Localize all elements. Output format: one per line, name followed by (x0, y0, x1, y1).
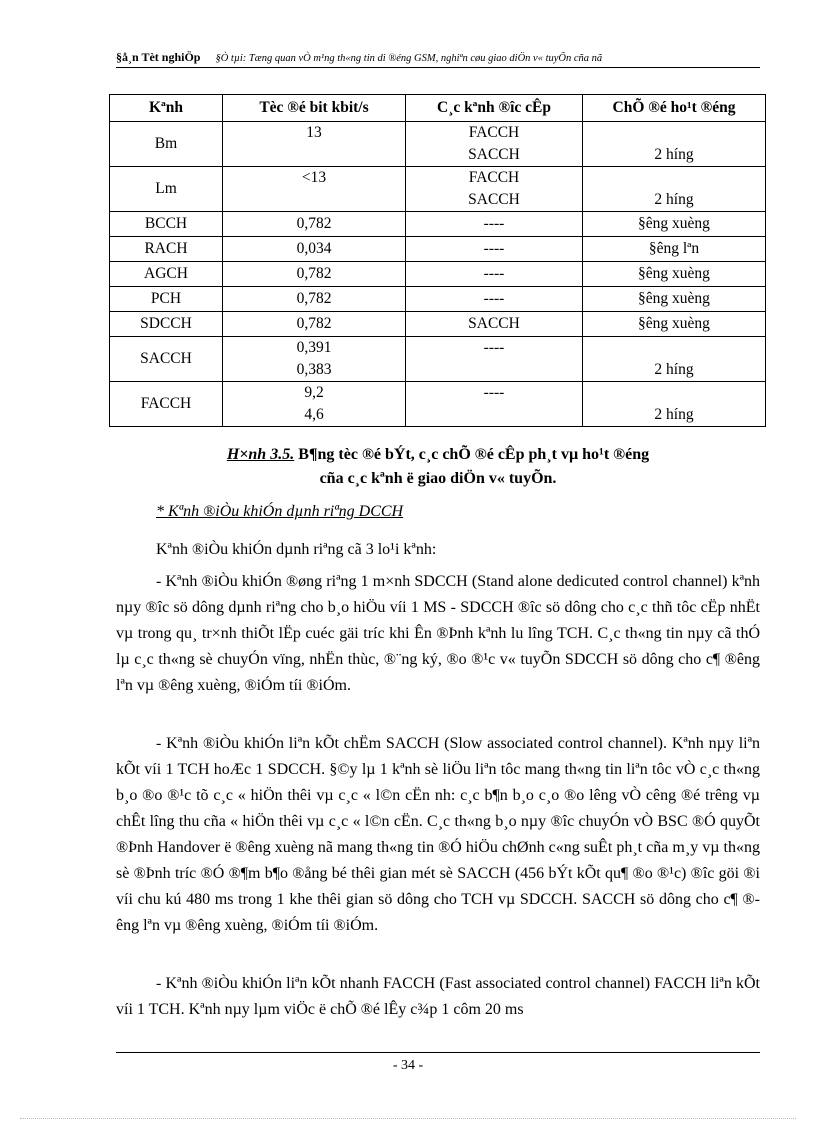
cell-channel: RACH (110, 237, 223, 262)
table-row (110, 287, 766, 312)
col-header-mode: ChÕ ®é ho¹t ®éng (583, 95, 766, 122)
cell-channel: Lm (110, 167, 223, 212)
paragraph: - Kªnh ®iÒu khiÓn liªn kÕt nhanh FACCH (Fast associated control channel) FACCH liªn kÕt víi 1 TCH. Kªnh nµy lµm viÖc ë chÕ ®é lÊy c¾p 1 côm 20 ms (116, 975, 760, 1018)
cell-mode: 2 híng (583, 122, 766, 167)
header-rule (116, 67, 760, 68)
table-row (110, 167, 766, 212)
cell-rate: 0,782 (223, 312, 406, 337)
figure-label: H×nh 3.5. (226, 446, 295, 463)
cell-rate: 9,2 4,6 (223, 382, 406, 427)
cell-mode: §êng xuèng (583, 312, 766, 337)
col-header-bitrate: Tèc ®é bit kbit/s (223, 95, 406, 122)
table-row (110, 382, 766, 427)
cell-mode: §êng lªn (583, 237, 766, 262)
cell-alloc: ---- (406, 337, 583, 382)
table-row (110, 237, 766, 262)
cell-rate: 0,782 (223, 212, 406, 237)
cell-rate: 0,034 (223, 237, 406, 262)
table-row (110, 122, 766, 167)
paragraph: Kªnh ®iÒu khiÓn dµnh riªng cã 3 lo¹i kªnh: (156, 541, 437, 558)
cell-rate: 0,782 (223, 287, 406, 312)
running-header (116, 50, 760, 65)
paragraph: - Kªnh ®iÒu khiÓn ®øng riªng 1 m×nh SDCCH (Stand alone dedicuted control channel) kªnh nµy ®îc sö dông dµnh riªng cho b¸o hiÖu víi 1 MS - SDCCH ®îc sö dông cho c¸c thñ tôc cËp nhËt vµ trong qu¸ tr×nh thiÕt lËp cuéc gäi tríc khi Ên ®Þnh kªnh lu lîng TCH. C¸c th«ng tin nµy cã thÓ lµ c¸c th«ng sè chuyÓn vïng, nhËn thùc, ®¨ng ký, ®o ®¹c v« tuyÕn SDCCH sö dông cho c¶ ®êng lªn vµ ®êng xuèng, ®iÓm tíi ®iÓm. (116, 573, 760, 694)
table-row (110, 312, 766, 337)
cell-channel: PCH (110, 287, 223, 312)
cell-channel: Bm (110, 122, 223, 167)
caption-line-1: B¶ng tèc ®é bÝt, c¸c chÕ ®é cÊp ph¸t vµ ho¹t ®éng (298, 446, 650, 463)
caption-line-2: cña c¸c kªnh ë giao diÖn v« tuyÕn. (319, 470, 557, 487)
page-number: - 34 - (392, 1058, 424, 1073)
cell-channel: SDCCH (110, 312, 223, 337)
cell-rate: <13 (223, 167, 406, 212)
header-right: §Ò tµi: Tæng quan vÒ m¹ng th«ng tin di ®éng GSM, nghiªn cøu giao diÖn v« tuyÕn cña nã (215, 53, 603, 64)
cell-alloc: ---- (406, 212, 583, 237)
cell-rate: 13 (223, 122, 406, 167)
cell-mode: 2 híng (583, 167, 766, 212)
cell-channel: AGCH (110, 262, 223, 287)
table-row (110, 262, 766, 287)
table-row (110, 212, 766, 237)
cell-alloc: ---- (406, 262, 583, 287)
header-left: §å¸n Tèt nghiÖp (116, 50, 201, 64)
col-header-channel: Kªnh (110, 95, 223, 122)
cell-alloc: ---- (406, 287, 583, 312)
cell-alloc: SACCH (406, 312, 583, 337)
cell-mode: §êng xuèng (583, 287, 766, 312)
cell-rate: 0,391 0,383 (223, 337, 406, 382)
cell-mode: 2 híng (583, 337, 766, 382)
cell-channel: SACCH (110, 337, 223, 382)
cell-mode: 2 híng (583, 382, 766, 427)
cell-alloc: ---- (406, 382, 583, 427)
paragraph: - Kªnh ®iÒu khiÓn liªn kÕt chËm SACCH (Slow associated control channel). Kªnh nµy liªn kÕt víi 1 TCH hoÆc 1 SDCCH. §©y lµ 1 kªnh sè liÖu liªn tôc mang th«ng tin liªn tôc vÒ c¸c th«ng b¸o ®o ®¹c tõ c¸c « hiÖn thêi vµ c¸c « l©n cËn nh: c¸c b¶n b¸o c¸o ®o lêng vÒ cêng ®é trêng vµ chÊt lîng thu cña « hiÖn thêi vµ c¸c « l©n cËn. C¸c th«ng b¸o nµy ®îc chuyÓn vÒ BSC ®Ó quyÕt ®Þnh Handover ë ®êng xuèng nã mang th«ng tin ®Ó hiÖu chØnh c«ng suÊt ph¸t cña m¸y vµ th«ng sè ®Þnh tríc ®Ó ®¶m b¶o ®ång bé thêi gian mét sè SACCH (456 bÝt kÕt qu¶ ®o ®¹c) ®îc göi ®i víi chu kú 480 ms trong 1 khe thêi gian sö dông cho TCH vµ SDCCH. SACCH sö dông cho c¶ ®êng lªn vµ ®êng xuèng, ®iÓm tíi ®iÓm. (116, 735, 760, 934)
channel-table (109, 94, 766, 427)
cell-rate: 0,782 (223, 262, 406, 287)
cell-alloc: FACCH SACCH (406, 167, 583, 212)
col-header-allocated: C¸c kªnh ®îc cÊp (406, 95, 583, 122)
cell-channel: BCCH (110, 212, 223, 237)
cell-channel: FACCH (110, 382, 223, 427)
footer-rule (116, 1052, 760, 1053)
section-subheading: * Kªnh ®iÒu khiÓn dµnh riªng DCCH (156, 503, 404, 520)
table-header-row (110, 95, 766, 122)
cell-alloc: FACCH SACCH (406, 122, 583, 167)
page-edge (20, 1118, 796, 1119)
table-row (110, 337, 766, 382)
figure-caption (116, 443, 760, 491)
cell-mode: §êng xuèng (583, 262, 766, 287)
cell-alloc: ---- (406, 237, 583, 262)
cell-mode: §êng xuèng (583, 212, 766, 237)
